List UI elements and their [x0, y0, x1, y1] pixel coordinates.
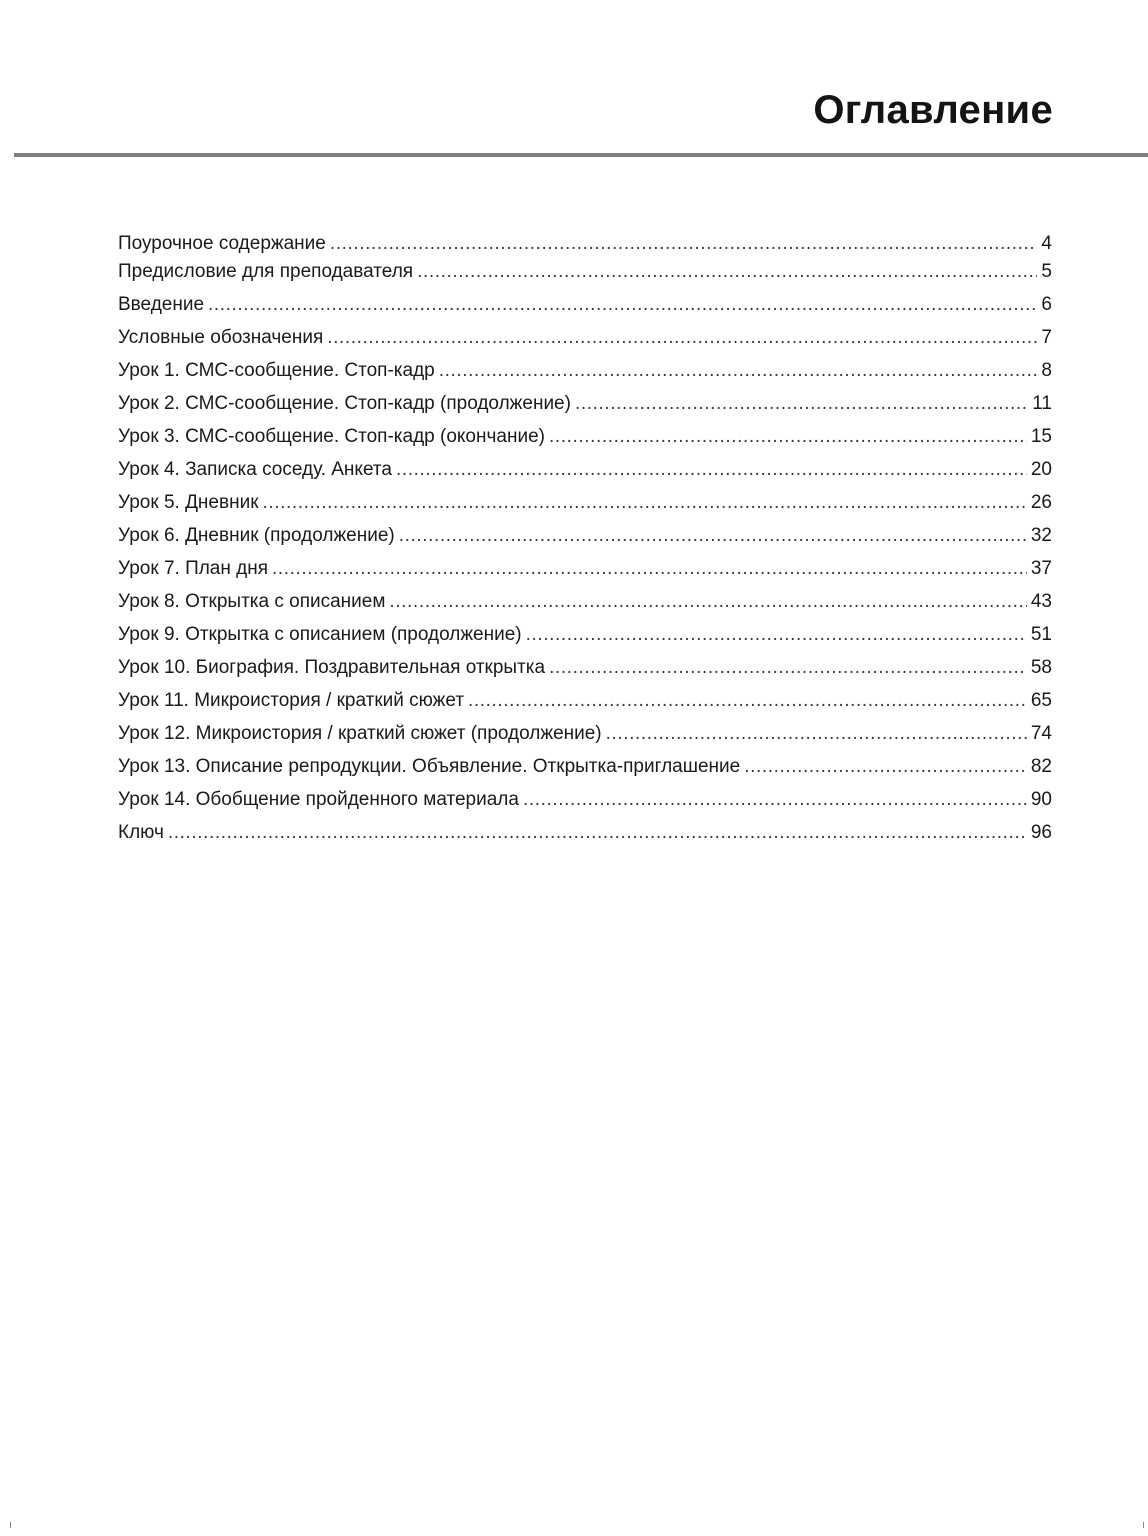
toc-entry-lesson-8[interactable]	[118, 588, 1052, 621]
toc-entry-page: 43	[1030, 591, 1052, 612]
dot-leader	[526, 621, 1027, 649]
dot-leader	[606, 720, 1027, 748]
toc-entry-page: 15	[1030, 426, 1052, 447]
toc-entry-label: Урок 12. Микроистория / краткий сюжет (продолжение)	[118, 723, 602, 744]
toc-entry-page: 51	[1030, 624, 1052, 645]
dot-leader	[468, 687, 1027, 715]
toc-entry-lesson-6[interactable]	[118, 522, 1052, 555]
toc-entry-lesson-12[interactable]	[118, 720, 1052, 753]
toc-entry-label: Урок 13. Описание репродукции. Объявление. Открытка-приглашение	[118, 756, 741, 777]
toc-entry-introduction[interactable]	[118, 291, 1052, 324]
toc-entry-lesson-2[interactable]	[118, 390, 1052, 423]
toc-entry-page: 96	[1030, 822, 1052, 843]
dot-leader	[208, 291, 1037, 319]
toc-entry-label: Предисловие для преподавателя	[118, 261, 414, 282]
crop-mark-right	[1143, 1522, 1144, 1528]
toc-entry-introduction-by-lesson[interactable]	[118, 230, 1052, 258]
toc-entry-page: 32	[1030, 525, 1052, 546]
toc-entry-label: Урок 8. Открытка с описанием	[118, 591, 386, 612]
toc-entry-label: Поурочное содержание	[118, 233, 326, 254]
toc-entry-page: 74	[1030, 723, 1052, 744]
toc-entry-lesson-11[interactable]	[118, 687, 1052, 720]
toc-entry-lesson-3[interactable]	[118, 423, 1052, 456]
dot-leader	[389, 588, 1026, 616]
toc-entry-page: 26	[1030, 492, 1052, 513]
toc-entry-label: Урок 6. Дневник (продолжение)	[118, 525, 395, 546]
toc-entry-lesson-14[interactable]	[118, 786, 1052, 819]
toc-entry-page: 8	[1041, 360, 1052, 381]
toc-entry-page: 58	[1030, 657, 1052, 678]
toc-entry-label: Урок 11. Микроистория / краткий сюжет	[118, 690, 465, 711]
toc-entry-preface[interactable]	[118, 258, 1052, 291]
toc-entry-lesson-13[interactable]	[118, 753, 1052, 786]
crop-mark-left	[10, 1522, 11, 1528]
dot-leader	[549, 423, 1027, 451]
toc-entry-label: Введение	[118, 294, 205, 315]
dot-leader	[523, 786, 1027, 814]
toc-entry-label: Урок 14. Обобщение пройденного материала	[118, 789, 519, 810]
table-of-contents	[118, 230, 1052, 852]
toc-entry-label: Урок 9. Открытка с описанием (продолжение)	[118, 624, 522, 645]
title-divider	[14, 153, 1148, 157]
toc-entry-label: Урок 1. СМС-сообщение. Стоп-кадр	[118, 360, 435, 381]
toc-entry-page: 11	[1032, 393, 1052, 414]
dot-leader	[439, 357, 1038, 385]
dot-leader	[396, 456, 1027, 484]
dot-leader	[399, 522, 1027, 550]
toc-entry-lesson-4[interactable]	[118, 456, 1052, 489]
toc-entry-page: 4	[1041, 233, 1052, 254]
page-title: Оглавление	[813, 88, 1053, 132]
toc-entry-page: 82	[1030, 756, 1052, 777]
dot-leader	[417, 258, 1037, 286]
toc-entry-label: Урок 10. Биография. Поздравительная открытка	[118, 657, 546, 678]
dot-leader	[330, 230, 1038, 258]
dot-leader	[272, 555, 1027, 583]
toc-entry-label: Урок 5. Дневник	[118, 492, 259, 513]
toc-entry-label: Ключ	[118, 822, 164, 843]
toc-entry-page: 65	[1030, 690, 1052, 711]
toc-entry-lesson-7[interactable]	[118, 555, 1052, 588]
dot-leader	[327, 324, 1037, 352]
toc-entry-page: 20	[1030, 459, 1052, 480]
toc-entry-page: 6	[1041, 294, 1052, 315]
toc-entry-lesson-10[interactable]	[118, 654, 1052, 687]
dot-leader	[744, 753, 1027, 781]
toc-entry-page: 90	[1030, 789, 1052, 810]
toc-entry-page: 37	[1030, 558, 1052, 579]
toc-entry-page: 5	[1041, 261, 1052, 282]
toc-entry-lesson-9[interactable]	[118, 621, 1052, 654]
toc-entry-label: Урок 7. План дня	[118, 558, 269, 579]
dot-leader	[549, 654, 1027, 682]
dot-leader	[263, 489, 1027, 517]
toc-entry-legend[interactable]	[118, 324, 1052, 357]
toc-entry-key[interactable]	[118, 819, 1052, 852]
toc-entry-label: Урок 4. Записка соседу. Анкета	[118, 459, 392, 480]
toc-entry-lesson-1[interactable]	[118, 357, 1052, 390]
dot-leader	[168, 819, 1027, 847]
toc-entry-lesson-5[interactable]	[118, 489, 1052, 522]
toc-entry-label: Урок 3. СМС-сообщение. Стоп-кадр (окончание)	[118, 426, 545, 447]
toc-entry-page: 7	[1041, 327, 1052, 348]
dot-leader	[575, 390, 1028, 418]
toc-entry-label: Урок 2. СМС-сообщение. Стоп-кадр (продолжение)	[118, 393, 571, 414]
toc-entry-label: Условные обозначения	[118, 327, 324, 348]
